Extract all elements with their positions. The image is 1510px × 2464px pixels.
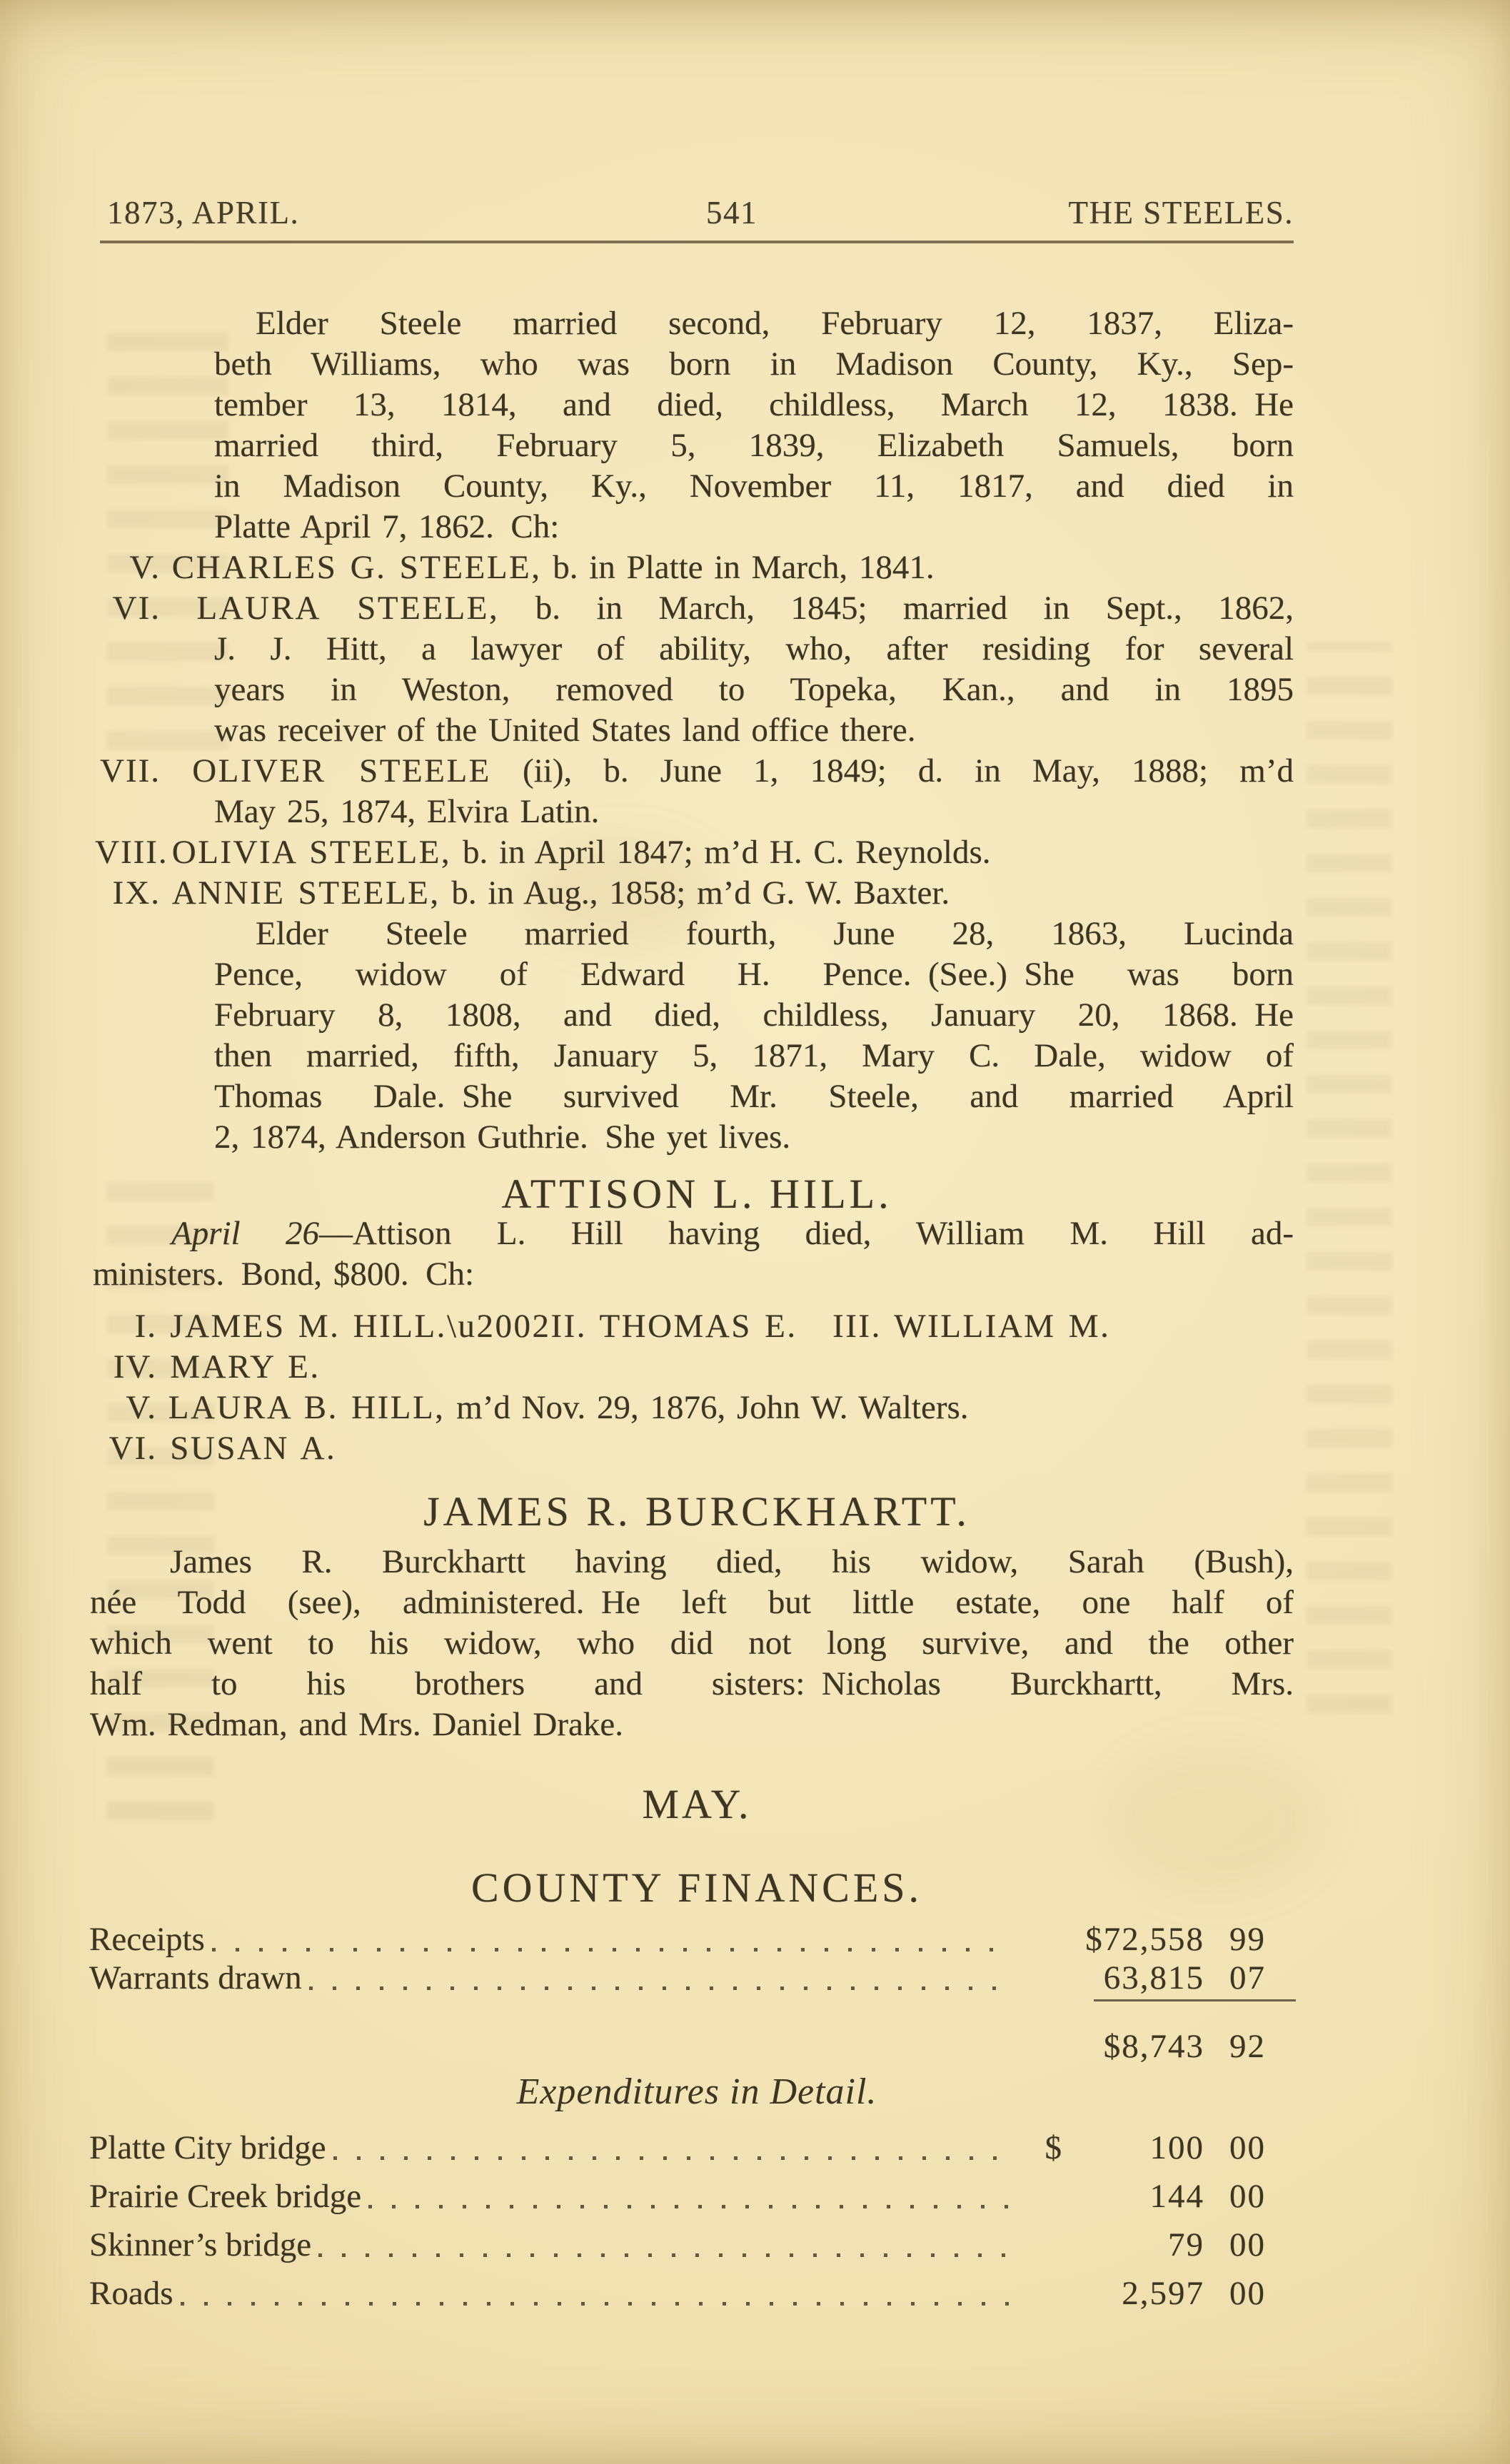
dollar-sign-slot — [1019, 1919, 1062, 1960]
child-text: m’d Nov. 29, 1876, John W. Walters. — [456, 1389, 969, 1426]
bleed-through-ghost — [1307, 642, 1392, 1713]
amount-dollars: 100 — [1149, 2129, 1204, 2166]
child-text: b. in Platte in March, 1841. — [553, 549, 935, 586]
text-line: May 25, 1874, Elvira Latin. — [214, 793, 600, 830]
running-title: THE STEELES. — [1068, 195, 1294, 231]
subheading-expenditures-detail: Expenditures in Detail. — [516, 2071, 877, 2112]
list-item-child-v — [91, 1388, 1294, 1428]
leader-dots — [173, 2273, 1020, 2314]
paragraph-burckhartt — [90, 1542, 1294, 1745]
text-line: ministers. Bond, $800. Ch: — [93, 1256, 475, 1293]
dollar-sign-slot — [1019, 2273, 1062, 2314]
text-line: James R. Burckhartt having died, his widow, Sarah (Bush), — [170, 1543, 1294, 1580]
section-heading-may: MAY. — [642, 1781, 752, 1827]
amount-dollars: 79 — [1168, 2226, 1204, 2263]
list-item-numeral: VIII. — [95, 834, 168, 871]
text-line: 2, 1874, Anderson Guthrie. She yet lives. — [214, 1119, 791, 1156]
list-item-child-vi — [95, 588, 1294, 629]
text-line: Platte April 7, 1862. Ch: — [214, 508, 560, 545]
header-rule — [100, 241, 1294, 243]
child-name: JAMES M. HILL. — [170, 1308, 447, 1345]
amount-dollars: 2,597 — [1122, 2275, 1204, 2312]
amount-cents: 99 — [1229, 1921, 1266, 1958]
text-line: then married, fifth, January 5, 1871, Mary C. Dale, widow of — [214, 1037, 1294, 1074]
bleed-through-ghost — [107, 307, 228, 749]
amount-cents: 00 — [1229, 2178, 1266, 2215]
child-name: ANNIE STEELE, — [171, 874, 441, 912]
list-item-numeral: IV. — [113, 1348, 157, 1385]
amount-dollars: 144 — [1149, 2178, 1204, 2215]
dollar-sign-slot — [1019, 2176, 1062, 2217]
amount-dollars: $72,558 — [1085, 1921, 1204, 1958]
finance-row-balance — [89, 2026, 1296, 2067]
child-text: b. in April 1847; m’d H. C. Reynolds. — [462, 834, 991, 871]
list-item-child-iv — [91, 1347, 1294, 1388]
section-heading-county-finances: COUNTY FINANCES. — [470, 1864, 923, 1911]
leader-dots — [361, 2176, 1019, 2217]
list-item-numeral: VII. — [100, 752, 161, 789]
leader-dots — [205, 1919, 1019, 1960]
text-line: in Madison County, Ky., November 11, 1817, and died in — [214, 468, 1294, 505]
child-name: LAURA STEELE, — [196, 590, 500, 627]
child-name: LAURA B. HILL, — [168, 1389, 446, 1426]
list-item-numeral: I. — [134, 1308, 157, 1345]
finance-row-skinners-bridge — [89, 2224, 1296, 2266]
list-item-child-viii — [95, 832, 1294, 873]
list-item-child-ix — [95, 873, 1294, 914]
child-text: b. in March, 1845; married in Sept., 1862, — [535, 590, 1294, 627]
list-item-numeral: VI. — [112, 590, 161, 627]
finance-row-warrants — [89, 1957, 1296, 1999]
finance-label: Skinner’s bridge — [89, 2226, 312, 2263]
paragraph-attison-hill — [93, 1213, 1294, 1295]
text-line: married third, February 5, 1839, Elizabeth Samuels, born — [214, 427, 1294, 464]
amount-dollars: $8,743 — [1103, 2028, 1204, 2065]
finance-row-platte-city-bridge — [89, 2127, 1296, 2168]
leader-dots — [326, 2127, 1019, 2168]
dollar-sign-slot — [1019, 1957, 1062, 1999]
child-name: OLIVIA STEELE, — [171, 834, 452, 871]
list-item-numeral: IX. — [112, 874, 161, 912]
finance-row-roads — [89, 2273, 1296, 2314]
amount-cents: 00 — [1229, 2275, 1266, 2312]
dollar-sign: $ — [1045, 2129, 1062, 2166]
list-hill-children — [91, 1306, 1294, 1469]
text-line — [93, 1213, 1294, 1254]
finance-label: Prairie Creek bridge — [89, 2178, 362, 2215]
child-name: MARY E. — [170, 1348, 321, 1385]
text-segment: —Attison L. Hill having died, William M. Hill ad- — [319, 1215, 1294, 1252]
text-line: years in Weston, removed to Topeka, Kan., and in 1895 — [214, 671, 1294, 708]
child-text: (ii), b. June 1, 1849; d. in May, 1888; m’d — [523, 752, 1294, 789]
text-line: tember 13, 1814, and died, childless, March 12, 1838. He — [214, 386, 1294, 423]
header-date: 1873, APRIL. — [107, 195, 300, 231]
child-name: OLIVER STEELE — [192, 752, 491, 789]
list-item-child-vi — [91, 1428, 1294, 1469]
list-item-child-vii — [95, 751, 1294, 792]
dollar-sign-slot — [1019, 2026, 1062, 2067]
amount-cents: 07 — [1229, 1959, 1266, 1996]
section-heading-attison-hill: ATTISON L. HILL. — [501, 1171, 892, 1217]
section-heading-burckhartt: JAMES R. BURCKHARTT. — [423, 1488, 970, 1535]
amount-cents: 00 — [1229, 2226, 1266, 2263]
finance-label: Receipts — [89, 1921, 205, 1958]
finance-label: Roads — [89, 2275, 173, 2312]
text-line: née Todd (see), administered. He left but little estate, one half of — [90, 1584, 1294, 1621]
sum-rule — [1094, 1999, 1296, 2001]
text-line: February 8, 1808, and died, childless, January 20, 1868. He — [214, 996, 1294, 1034]
text-line: Elder Steele married second, February 12, 1837, Eliza- — [256, 305, 1294, 342]
child-name: CHARLES G. STEELE, — [171, 549, 542, 586]
list-item-numeral: V. — [129, 549, 161, 586]
text-line: beth Williams, who was born in Madison County, Ky., Sep- — [214, 345, 1294, 383]
finance-label: Platte City bridge — [89, 2129, 326, 2166]
text-line: was receiver of the United States land office there. — [214, 712, 916, 749]
child-text: II. THOMAS E. III. WILLIAM M. — [550, 1308, 1111, 1345]
page-number: 541 — [706, 195, 757, 231]
text-line: Pence, widow of Edward H. Pence. (See.) She was born — [214, 956, 1294, 993]
text-line: Wm. Redman, and Mrs. Daniel Drake. — [90, 1706, 623, 1743]
paragraph-steele-second-marriage — [95, 303, 1294, 1158]
amount-cents: 92 — [1229, 2028, 1266, 2065]
amount-dollars: 63,815 — [1103, 1959, 1204, 1996]
leader-dots — [311, 2224, 1019, 2266]
text-line: which went to his widow, who did not long survive, and the other — [90, 1625, 1294, 1662]
text-line: Thomas Dale. She survived Mr. Steele, and married April — [214, 1078, 1294, 1115]
finance-row-receipts — [89, 1919, 1296, 1960]
amount-cents: 00 — [1229, 2129, 1266, 2166]
list-item-numeral: V. — [126, 1389, 157, 1426]
text-line: half to his brothers and sisters: Nicholas Burckhartt, Mrs. — [90, 1665, 1294, 1702]
child-name: SUSAN A. — [170, 1430, 337, 1467]
list-item-numeral: VI. — [109, 1430, 157, 1467]
date-italic: April 26 — [171, 1215, 320, 1252]
dollar-sign-slot — [1019, 2224, 1062, 2266]
list-item-child-v — [95, 547, 1294, 588]
text-line: J. J. Hitt, a lawyer of ability, who, after residing for several — [214, 630, 1294, 667]
child-text: b. in Aug., 1858; m’d G. W. Baxter. — [451, 874, 950, 912]
finance-row-prairie-creek-bridge — [89, 2176, 1296, 2217]
text-line: Elder Steele married fourth, June 28, 1863, Lucinda — [256, 915, 1294, 952]
list-item-child-i: I. JAMES M. HILL.\u2002II. THOMAS E. III. WILLIAM M. — [91, 1306, 1294, 1347]
leader-dots — [302, 1957, 1019, 1999]
finance-label: Warrants drawn — [89, 1959, 302, 1996]
